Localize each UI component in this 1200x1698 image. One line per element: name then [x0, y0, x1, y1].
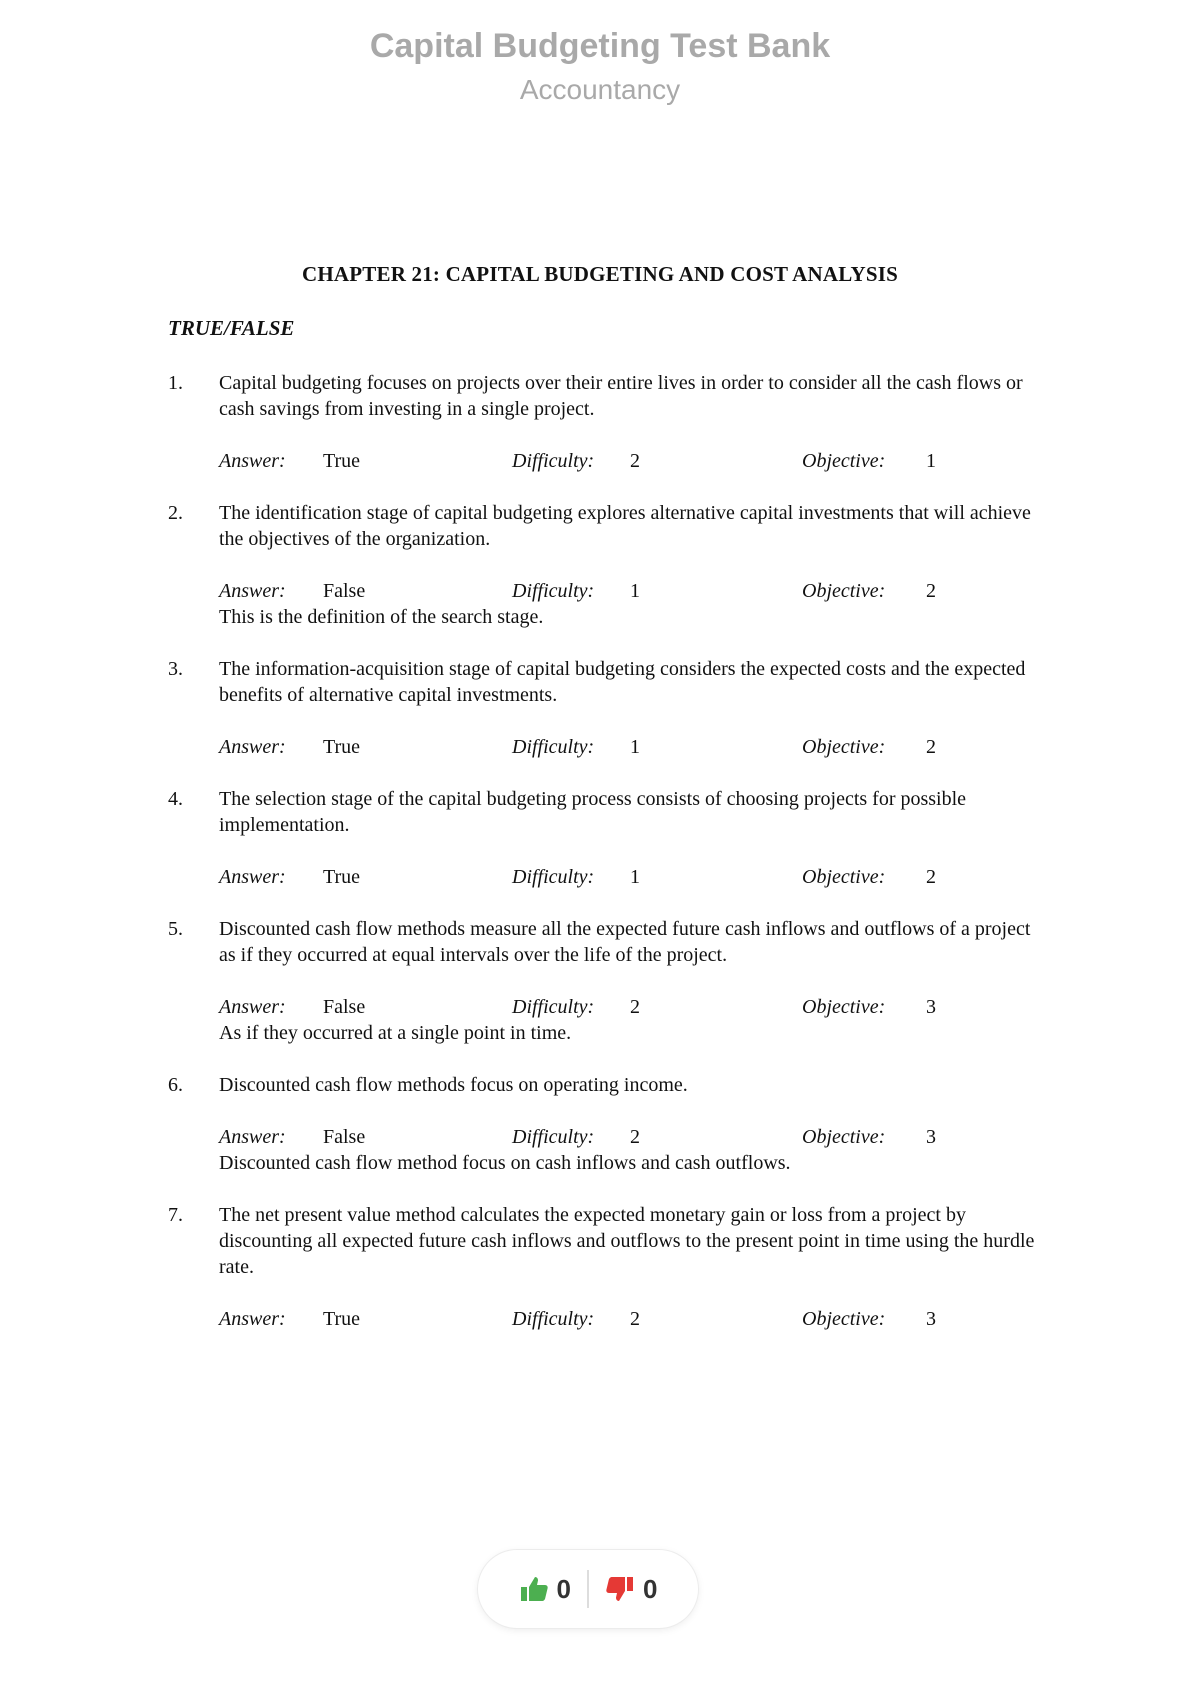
question-text: The net present value method calculates the expected monetary gain or loss from a project by discounting all expected future cash inflows and outflows to the present point in time using the hurdle rate.	[219, 1204, 1035, 1278]
objective-label: Objective:	[802, 450, 886, 472]
objective-label: Objective:	[802, 736, 886, 758]
question-number: 2.	[168, 502, 183, 524]
difficulty-value: 2	[630, 1126, 640, 1148]
question-item	[168, 1072, 1048, 1176]
answer-label: Answer:	[219, 580, 286, 602]
objective-value: 3	[926, 1308, 936, 1330]
thumbs-up-icon	[519, 1575, 549, 1603]
question-item	[168, 370, 1048, 474]
thumbs-down-icon	[605, 1575, 635, 1603]
question-number: 7.	[168, 1204, 183, 1226]
answer-label: Answer:	[219, 450, 286, 472]
question-text: Capital budgeting focuses on projects over their entire lives in order to consider all the cash flows or cash savings from investing in a single project.	[219, 372, 1023, 420]
objective-value: 3	[926, 996, 936, 1018]
objective-value: 2	[926, 866, 936, 888]
difficulty-value: 1	[630, 736, 640, 758]
objective-value: 3	[926, 1126, 936, 1148]
question-text: Discounted cash flow methods focus on operating income.	[219, 1074, 688, 1096]
question-item	[168, 500, 1048, 630]
question-number: 5.	[168, 918, 183, 940]
question-list	[168, 370, 1048, 1358]
difficulty-label: Difficulty:	[512, 736, 595, 758]
upvote-button[interactable]	[503, 1574, 587, 1605]
answer-label: Answer:	[219, 1126, 286, 1148]
answer-explanation: As if they occurred at a single point in time.	[219, 1022, 572, 1044]
question-text: Discounted cash flow methods measure all the expected future cash inflows and outflows of a project as if they occurred at equal intervals over the life of the project.	[219, 918, 1031, 966]
document-header	[0, 24, 1200, 110]
document-title: Capital Budgeting Test Bank	[369, 27, 831, 65]
objective-label: Objective:	[802, 1126, 886, 1148]
objective-label: Objective:	[802, 580, 886, 602]
document-category: Accountancy	[519, 74, 681, 105]
downvote-count: 0	[643, 1573, 658, 1604]
vote-bar	[478, 1550, 698, 1628]
difficulty-label: Difficulty:	[512, 1308, 595, 1330]
answer-explanation: This is the definition of the search stage.	[219, 606, 544, 628]
difficulty-label: Difficulty:	[512, 866, 595, 888]
answer-value: True	[323, 1308, 361, 1330]
answer-value: True	[323, 736, 361, 758]
objective-label: Objective:	[802, 866, 886, 888]
question-number: 6.	[168, 1074, 183, 1096]
difficulty-value: 2	[630, 450, 640, 472]
question-number: 4.	[168, 788, 183, 810]
question-item	[168, 916, 1048, 1046]
answer-value: False	[323, 996, 366, 1018]
downvote-button[interactable]	[589, 1574, 673, 1605]
difficulty-value: 2	[630, 996, 640, 1018]
question-text: The information-acquisition stage of capital budgeting considers the expected costs and the expected benefits of alternative capital investments.	[219, 658, 1026, 706]
question-number: 1.	[168, 372, 183, 394]
chapter-heading: CHAPTER 21: CAPITAL BUDGETING AND COST ANALYSIS	[302, 262, 898, 286]
objective-value: 1	[926, 450, 936, 472]
question-text: The selection stage of the capital budgeting process consists of choosing projects for possible implementation.	[219, 788, 967, 836]
question-item	[168, 656, 1048, 760]
difficulty-value: 1	[630, 866, 640, 888]
objective-value: 2	[926, 736, 936, 758]
difficulty-label: Difficulty:	[512, 450, 595, 472]
upvote-count: 0	[556, 1573, 571, 1604]
answer-value: True	[323, 866, 361, 888]
question-text: The identification stage of capital budgeting explores alternative capital investments that will achieve the objectives of the organization.	[219, 502, 1031, 550]
difficulty-label: Difficulty:	[512, 996, 595, 1018]
answer-value: False	[323, 1126, 366, 1148]
section-heading: TRUE/FALSE	[168, 316, 295, 340]
answer-label: Answer:	[219, 736, 286, 758]
difficulty-label: Difficulty:	[512, 1126, 595, 1148]
difficulty-value: 2	[630, 1308, 640, 1330]
objective-label: Objective:	[802, 996, 886, 1018]
question-item	[168, 1202, 1048, 1332]
question-item	[168, 786, 1048, 890]
answer-label: Answer:	[219, 866, 286, 888]
answer-value: False	[323, 580, 366, 602]
difficulty-label: Difficulty:	[512, 580, 595, 602]
answer-explanation: Discounted cash flow method focus on cash inflows and cash outflows.	[219, 1152, 791, 1174]
answer-label: Answer:	[219, 1308, 286, 1330]
question-number: 3.	[168, 658, 183, 680]
answer-label: Answer:	[219, 996, 286, 1018]
objective-value: 2	[926, 580, 936, 602]
objective-label: Objective:	[802, 1308, 886, 1330]
answer-value: True	[323, 450, 361, 472]
difficulty-value: 1	[630, 580, 640, 602]
